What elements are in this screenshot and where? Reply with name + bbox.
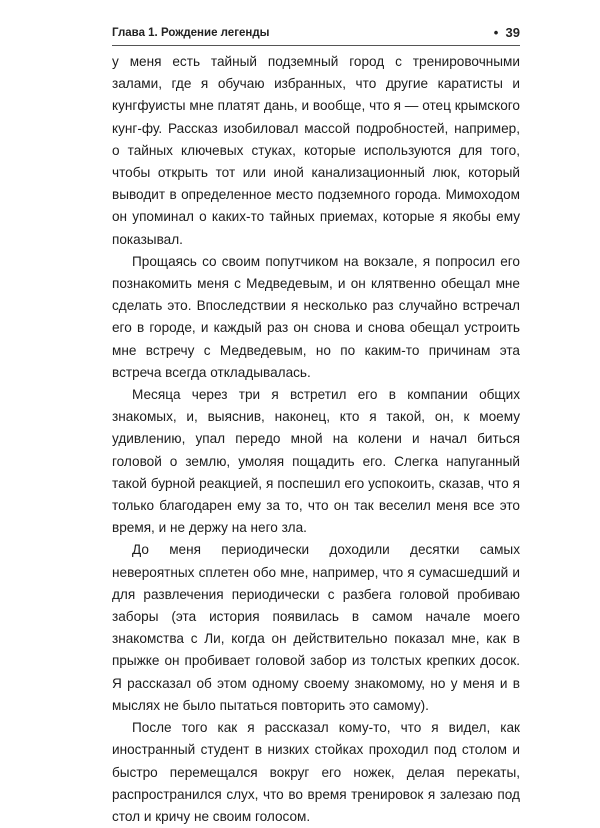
header-rule [112,45,520,46]
body-text [112,51,520,828]
running-header [112,25,520,47]
bullet-separator: • [493,25,499,40]
paragraph-3: Месяца через три я встретил его в компании общих знакомых, и, выяснив, наконец, кто я такой, он, к моему удивлению, упал передо мной на колени и начал биться головой о землю, умоляя пощадить его. Слегка напуганный такой бурной реакцией, я поспешил его успокоить, сказав, что я только благодарен ему за то, что он так веселил меня все это время, и не держу на него зла. [112,387,520,536]
paragraph-2: Прощаясь со своим попутчиком на вокзале, я попросил его познакомить меня с Медведевым, и он клятвенно обещал мне сделать это. Впоследствии я несколько раз случайно встречал его в городе, и каждый раз он снова и снова обещал устроить мне встречу с Медведевым, но по каким-то причинам эта встреча всегда откладывалась. [112,253,520,380]
paragraph-1: у меня есть тайный подземный город с тренировочными залами, где я обучаю избранных, что другие каратисты и кунгфуисты мне платят дань, и вообще, что я — отец крымского кунг-фу. Рассказ изобиловал массой подробностей, например, о тайных ключевых стуках, которые используются для того, чтобы открыть тот или иной канализационный люк, который выводит в определенное место подземного города. Мимоходом он упоминал о каких-то тайных приемах, которые я якобы ему показывал. [112,54,520,247]
paragraph-4: До меня периодически доходили десятки самых невероятных сплетен обо мне, например, что я сумасшедший и для развлечения периодически с разбега головой пробиваю заборы (эта история появилась в самом начале моего знакомства с Ли, когда он действительно показал мне, как в прыжке он пробивает головой забор из толстых крепких досок. Я рассказал об этом одному своему знакомому, но у меня и в мыслях не было пытаться повторить это самому). [112,542,520,713]
page-number: 39 [505,25,520,40]
page-number-group [494,25,520,40]
chapter-title: Глава 1. Рождение легенды [112,27,270,39]
paragraph-5: После того как я рассказал кому-то, что я видел, как иностранный студент в низких стойках проходил под столом и быстро перемещался вокруг его ножек, делая перекаты, распространился слух, что во время тренировок я залезаю под стол и кричу не своим голосом. [112,720,520,824]
